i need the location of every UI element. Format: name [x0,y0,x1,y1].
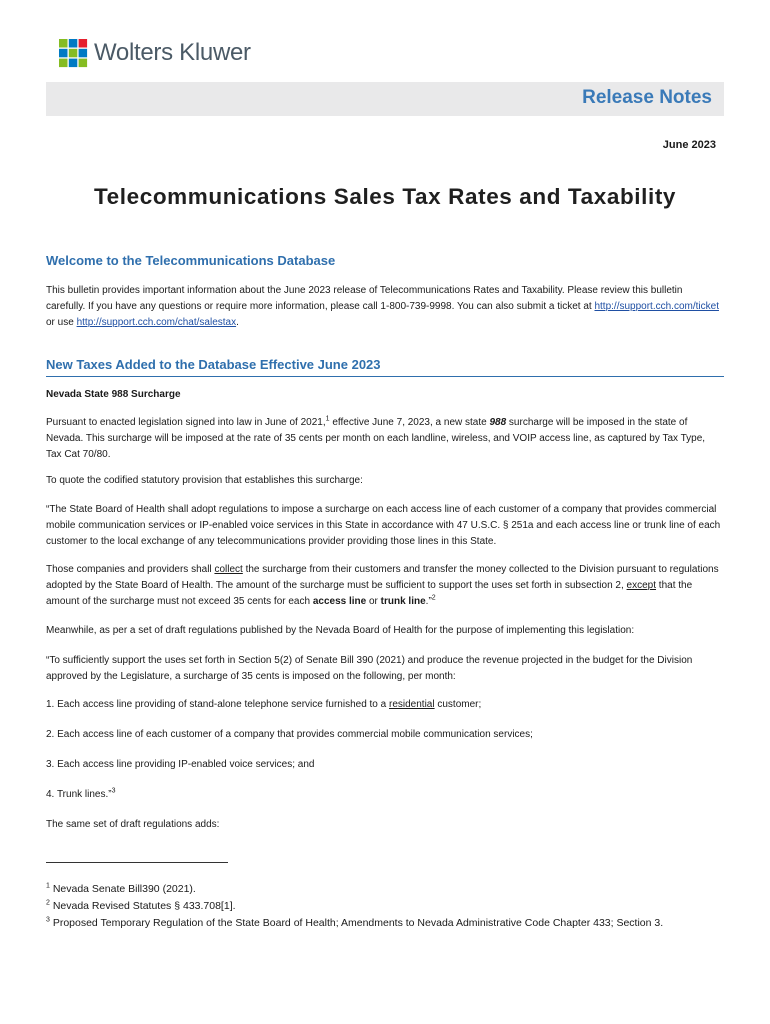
p4-text-b: the surcharge from their customers and transfer the money collected to the Division pursuant to regulations adopted by the State Board of Health. The amount of the surcharge must be sufficient to support the uses set forth in subsection 2, [46,564,719,591]
item1-underline-residential: residential [389,699,435,710]
paragraph-collection [46,562,722,610]
list-item-4 [46,787,722,803]
welcome-paragraph [46,283,722,331]
p4-text-c: that the amount of the surcharge must not exceed 35 cents for each [46,580,693,607]
release-notes-banner [46,82,724,116]
list-item-3: 3. Each access line providing IP-enabled voice services; and [46,759,315,770]
footnote-1 [46,881,196,898]
item1-text-a: 1. Each access line providing of stand-alone telephone service furnished to a [46,699,389,710]
footnote-1-number: 1 [46,882,50,890]
footnote-2 [46,898,236,915]
item4-text: 4. Trunk lines.” [46,789,112,800]
paragraph-legislation [46,415,722,463]
welcome-or-use: or use [46,317,77,328]
paragraph-statute-quote: “The State Board of Health shall adopt regulations to impose a surcharge on each access line of each customer of a company that provides commercial mobile communication services or IP-enabled voice services in this State in accordance with 47 U.S.C. § 251a and each access line or trunk line of each customer to the local exchange of any telecommunications provider providing those lines in this State. [46,504,721,547]
footnote-divider [46,862,228,863]
welcome-end: . [236,317,239,328]
paragraph-regulation-quote: “To sufficiently support the uses set forth in Section 5(2) of Senate Bill 390 (2021) and produce the revenue projected in the budget for the Division approved by the Legislature, a surcharge of 35 cents is imposed on the following, per month: [46,655,693,682]
footnote-1-text: Nevada Senate Bill390 (2021). [49,883,196,895]
new-taxes-heading: New Taxes Added to the Database Effective June 2023 [46,357,724,377]
footnote-3-text: Proposed Temporary Regulation of the State Board of Health; Amendments to Nevada Administrative Code Chapter 433; Section 3. [49,917,664,929]
p4-underline-collect: collect [214,564,243,575]
footnote-3 [46,915,663,932]
p4-text-e: .” [425,596,432,607]
p4-underline-except: except [626,580,657,591]
paragraph-quote-intro: To quote the codified statutory provision that establishes this surcharge: [46,475,363,486]
banner-title: Release Notes [582,87,712,108]
welcome-text: This bulletin provides important information about the June 2023 release of Telecommunications Rates and Taxability. Please review this bulletin carefully. If you have any questions or require more information, please call 1-800-739-9998. You can also submit a ticket at [46,285,683,312]
release-date: June 2023 [662,139,716,151]
footnote-2-text: Nevada Revised Statutes § 433.708[1]. [49,900,236,912]
p1-bold-988: 988 [489,417,507,428]
paragraph-regulations-adds: The same set of draft regulations adds: [46,819,220,830]
page-title: Telecommunications Sales Tax Rates and Taxability [93,184,677,209]
list-item-1 [46,697,722,713]
p4-bold-trunk-line: trunk line [380,596,426,607]
p4-text-a: Those companies and providers shall [46,564,215,575]
support-ticket-link[interactable]: http://support.cch.com/ticket [594,301,719,312]
list-item-2: 2. Each access line of each customer of a company that provides commercial mobile communication services; [46,729,533,740]
paragraph-draft-regulations: Meanwhile, as per a set of draft regulations published by the Nevada Board of Health for the purpose of implementing this legislation: [46,625,635,636]
p4-bold-access-line: access line [312,596,367,607]
welcome-heading: Welcome to the Telecommunications Database [46,253,336,268]
item1-text-b: customer; [434,699,482,710]
footnote-ref-3[interactable]: 3 [111,787,116,795]
wolters-kluwer-logo-icon [58,38,88,68]
footnote-3-number: 3 [46,916,50,924]
p1-text-c: surcharge will be imposed in the state of Nevada. This surcharge will be imposed at the rate of 35 cents per month on each landline, wireless, and VOIP access line, as captured by Tax Type, Tax Cat 70/80. [46,417,706,460]
p4-text-d: or [366,596,381,607]
p1-text-a: Pursuant to enacted legislation signed into law in June of 2021, [46,417,326,428]
footnote-2-number: 2 [46,899,50,907]
surcharge-subheading: Nevada State 988 Surcharge [46,389,181,400]
brand-name: Wolters Kluwer [94,39,251,66]
footnote-ref-1[interactable]: 1 [325,415,330,423]
brand-logo [58,38,251,68]
footnote-ref-2[interactable]: 2 [431,594,436,602]
support-chat-link[interactable]: http://support.cch.com/chat/salestax [76,317,237,328]
p1-text-b: effective June 7, 2023, a new state [329,417,490,428]
